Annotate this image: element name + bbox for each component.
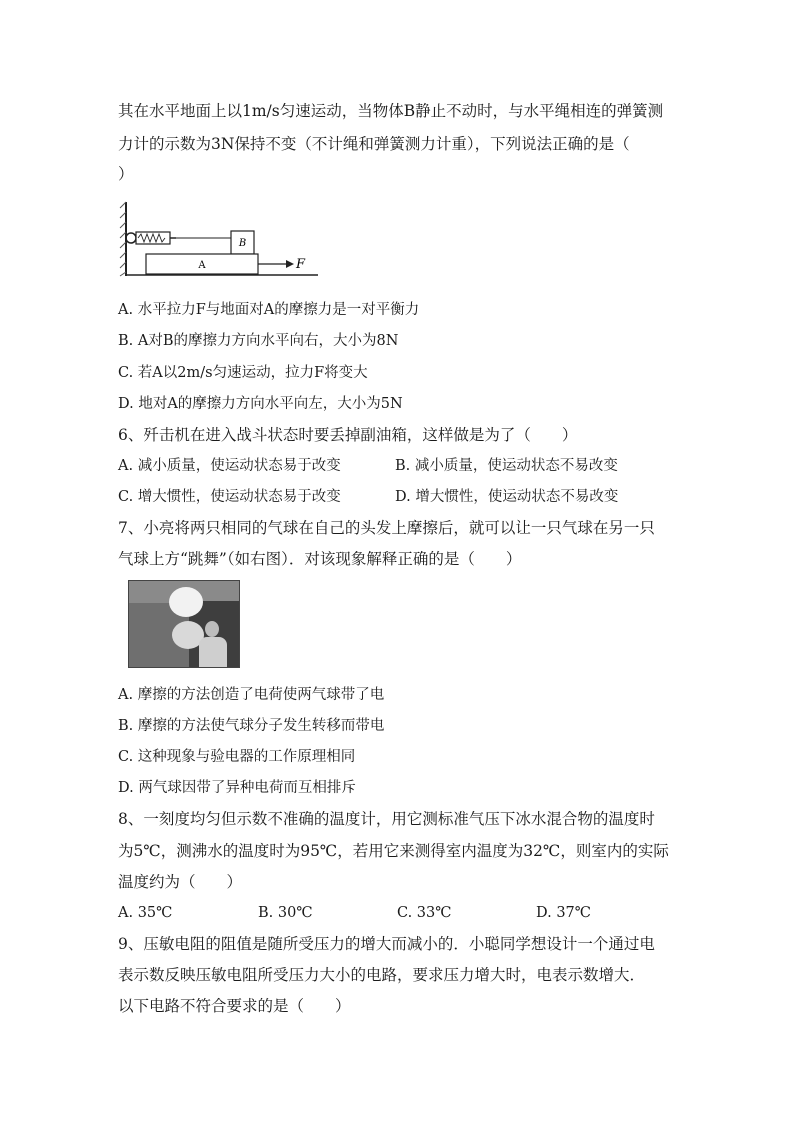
q6-option-b: B. 减小质量，使运动状态不易改变 <box>395 458 618 474</box>
q5-stem-line-1: 其在水平地面上以1m/s匀速运动，当物体B静止不动时，与水平绳相连的弹簧测 <box>118 102 664 120</box>
q5-option-b: B. A对B的摩擦力方向水平向右，大小为8N <box>118 333 399 349</box>
q7-stem-line-2: 气球上方“跳舞”（如右图）．对该现象解释正确的是（ ） <box>118 550 522 568</box>
q5-stem-line-2: 力计的示数为3N保持不变（不计绳和弹簧测力计重），下列说法正确的是（ <box>118 135 630 153</box>
q8-stem-line-1: 8、一刻度均匀但示数不准确的温度计，用它测标准气压下冰水混合物的温度时 <box>118 810 655 828</box>
q7-stem-line-1: 7、小亮将两只相同的气球在自己的头发上摩擦后，就可以让一只气球在另一只 <box>118 519 655 537</box>
q7-option-d: D. 两气球因带了异种电荷而互相排斥 <box>118 780 356 796</box>
q5-option-c: C. 若A以2m/s匀速运动，拉力F将变大 <box>118 365 368 381</box>
q8-stem-line-2: 为5℃，测沸水的温度时为95℃，若用它来测得室内温度为32℃，则室内的实际 <box>118 842 669 860</box>
q6-option-a: A. 减小质量，使运动状态易于改变 <box>118 458 341 474</box>
q6-stem: 6、歼击机在进入战斗状态时要丢掉副油箱，这样做是为了（ ） <box>118 426 578 444</box>
q9-stem-line-3: 以下电路不符合要求的是（ ） <box>118 997 351 1015</box>
spring-balance-icon <box>126 232 176 244</box>
q6-option-c: C. 增大惯性，使运动状态易于改变 <box>118 489 341 505</box>
q8-option-b: B. 30℃ <box>258 905 313 921</box>
q6-option-d: D. 增大惯性，使运动状态不易改变 <box>395 489 619 505</box>
q8-option-d: D. 37℃ <box>536 905 591 921</box>
q5-option-d: D. 地对A的摩擦力方向水平向左，大小为5N <box>118 396 403 412</box>
block-a-label: A <box>198 260 206 271</box>
floating-balloon-icon <box>169 587 203 617</box>
q5-option-a: A. 水平拉力F与地面对A的摩擦力是一对平衡力 <box>118 302 420 318</box>
balloon-photo <box>128 580 240 668</box>
q5-friction-diagram <box>118 198 318 280</box>
q7-option-a: A. 摩擦的方法创造了电荷使两气球带了电 <box>118 687 385 703</box>
q8-option-c: C. 33℃ <box>397 905 452 921</box>
q8-stem-line-3: 温度约为（ ） <box>118 873 243 891</box>
force-f-label: F <box>296 257 306 272</box>
q7-option-c: C. 这种现象与验电器的工作原理相同 <box>118 749 356 765</box>
block-b-label: B <box>238 238 247 249</box>
q7-option-b: B. 摩擦的方法使气球分子发生转移而带电 <box>118 718 385 734</box>
q9-stem-line-2: 表示数反映压敏电阻所受压力大小的电路，要求压力增大时，电表示数增大． <box>118 966 646 984</box>
q9-stem-line-1: 9、压敏电阻的阻值是随所受压力的增大而减小的．小聪同学想设计一个通过电 <box>118 935 655 953</box>
q8-option-a: A. 35℃ <box>118 905 173 921</box>
q5-stem-line-3: ） <box>118 165 134 183</box>
